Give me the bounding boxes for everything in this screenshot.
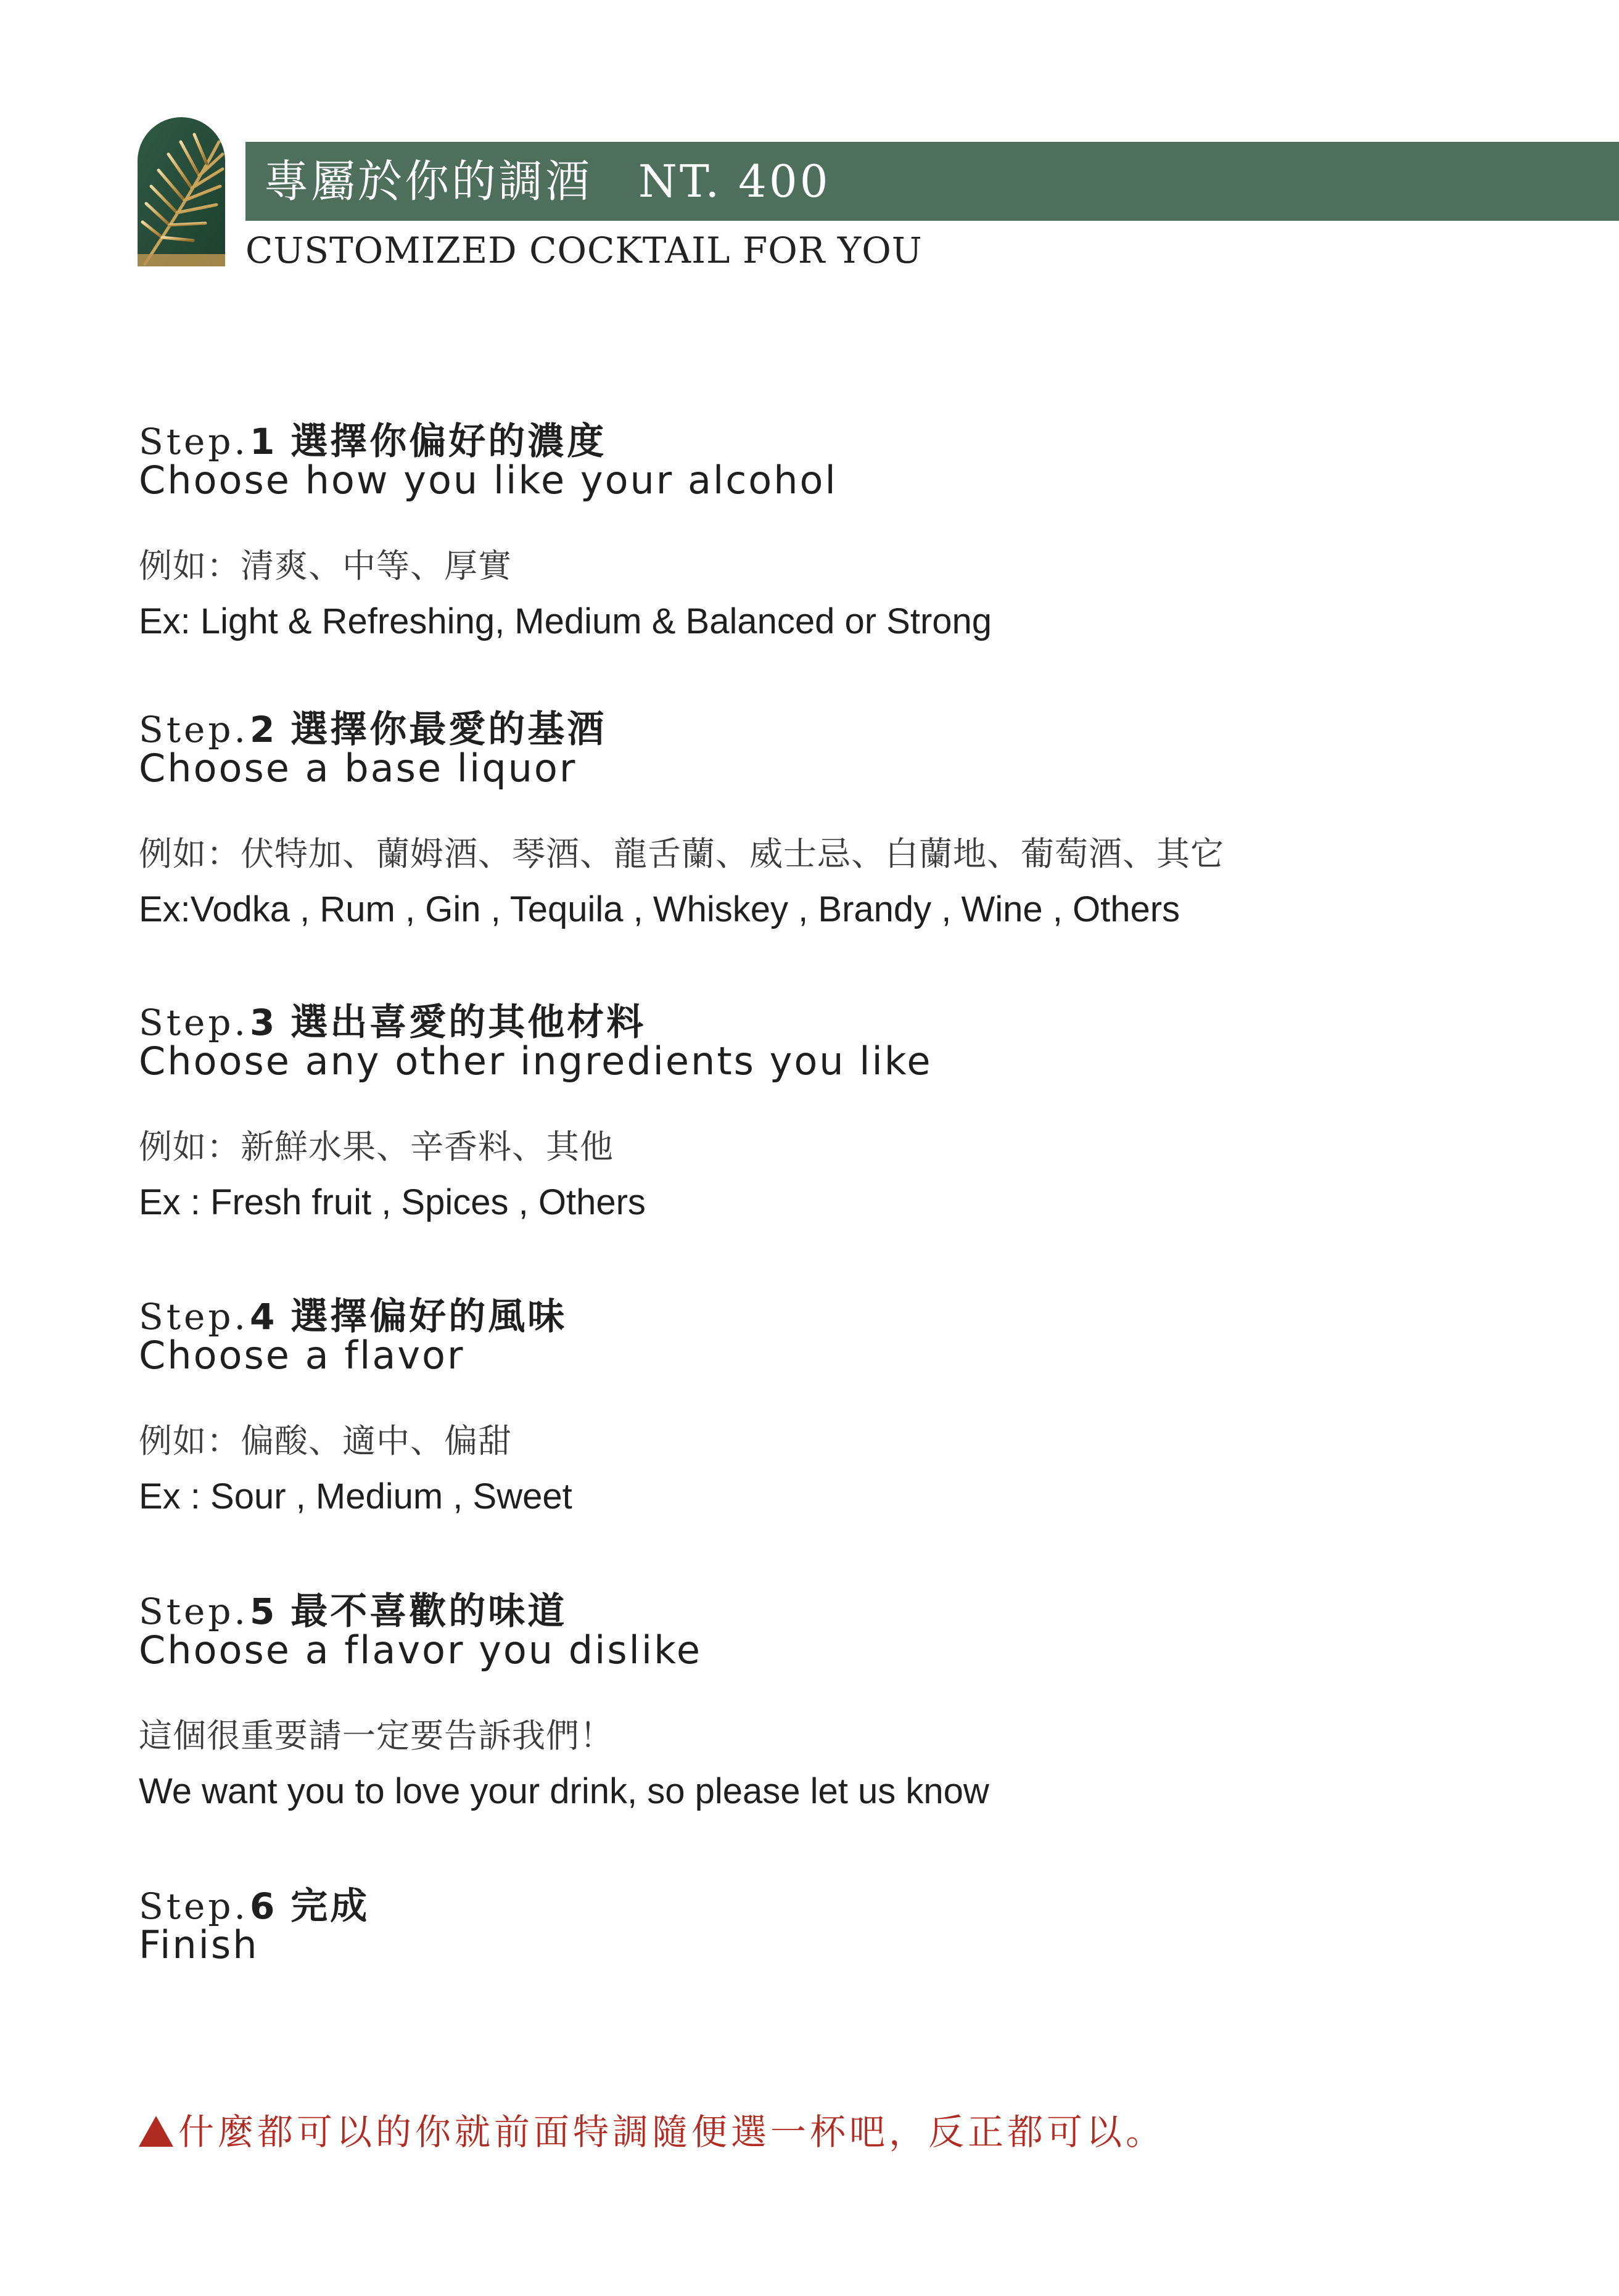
step-title-zh: 選擇偏好的風味 [290,1295,567,1338]
step-example-zh: 例如：清爽、中等、厚實 [139,546,512,585]
footer-note-text: 什麼都可以的你就前面特調隨便選一杯吧，反正都可以。 [178,2111,1166,2153]
step-number: 3 [249,1002,275,1043]
price: NT. 400 [638,155,831,207]
step-example-en: Ex:Vodka , Rum , Gin , Tequila , Whiskey , Brandy , Wine , Others [139,889,1180,929]
step-heading [139,412,1557,463]
step-example-en: Ex : Sour , Medium , Sweet [139,1476,572,1516]
step-2 [139,700,1557,930]
step-title-zh: 最不喜歡的味道 [290,1590,567,1633]
step-title-en: Choose a flavor you dislike [139,1627,702,1673]
step-3 [139,993,1557,1223]
step-5 [139,1582,1557,1812]
step-number: 2 [249,709,275,751]
step-example-en: We want you to love your drink, so please let us know [139,1771,989,1811]
step-title-en: Choose how you like your alcohol [139,458,838,503]
step-example-en: Ex : Fresh fruit , Spices , Others [139,1182,646,1222]
step-prefix: Step. [139,1885,249,1927]
step-title-en: Finish [139,1922,259,1967]
step-prefix: Step. [139,1296,249,1338]
header-bar [245,142,1619,221]
palm-leaf-arch-logo [138,117,225,266]
step-number: 5 [249,1590,275,1632]
step-4 [139,1287,1557,1517]
step-title-zh: 選出喜愛的其他材料 [290,1001,646,1044]
step-heading [139,700,1557,751]
step-example-zh: 例如：伏特加、蘭姆酒、琴酒、龍舌蘭、威士忌、白蘭地、葡萄酒、其它 [139,834,1224,873]
step-number: 4 [249,1296,275,1338]
step-6 [139,1877,1557,1967]
footer-note [139,2103,1165,2155]
step-title-zh: 選擇你最愛的基酒 [290,708,607,751]
step-example-zh: 這個很重要請一定要告訴我們！ [139,1716,614,1755]
step-title-zh: 完成 [290,1885,370,1928]
step-heading [139,1287,1557,1338]
step-title-zh: 選擇你偏好的濃度 [290,420,607,463]
step-title-en: Choose any other ingredients you like [139,1039,933,1084]
step-prefix: Step. [139,709,249,751]
step-prefix: Step. [139,421,249,463]
page-title [264,142,831,221]
step-title-en: Choose a flavor [139,1333,465,1378]
title-zh: 專屬於你的調酒 [264,155,593,207]
step-heading [139,1877,1557,1928]
step-prefix: Step. [139,1590,249,1632]
step-title-en: Choose a base liquor [139,746,577,791]
step-number: 6 [249,1885,275,1927]
step-1 [139,412,1557,642]
step-example-zh: 例如：新鮮水果、辛香料、其他 [139,1127,614,1166]
step-heading [139,1582,1557,1633]
step-number: 1 [249,421,275,463]
page-subtitle: CUSTOMIZED COCKTAIL FOR YOU [245,229,923,271]
step-heading [139,993,1557,1044]
red-triangle-icon [139,2116,173,2147]
step-example-zh: 例如：偏酸、適中、偏甜 [139,1422,512,1460]
step-prefix: Step. [139,1002,249,1043]
step-example-en: Ex: Light & Refreshing, Medium & Balanced or Strong [139,601,992,641]
